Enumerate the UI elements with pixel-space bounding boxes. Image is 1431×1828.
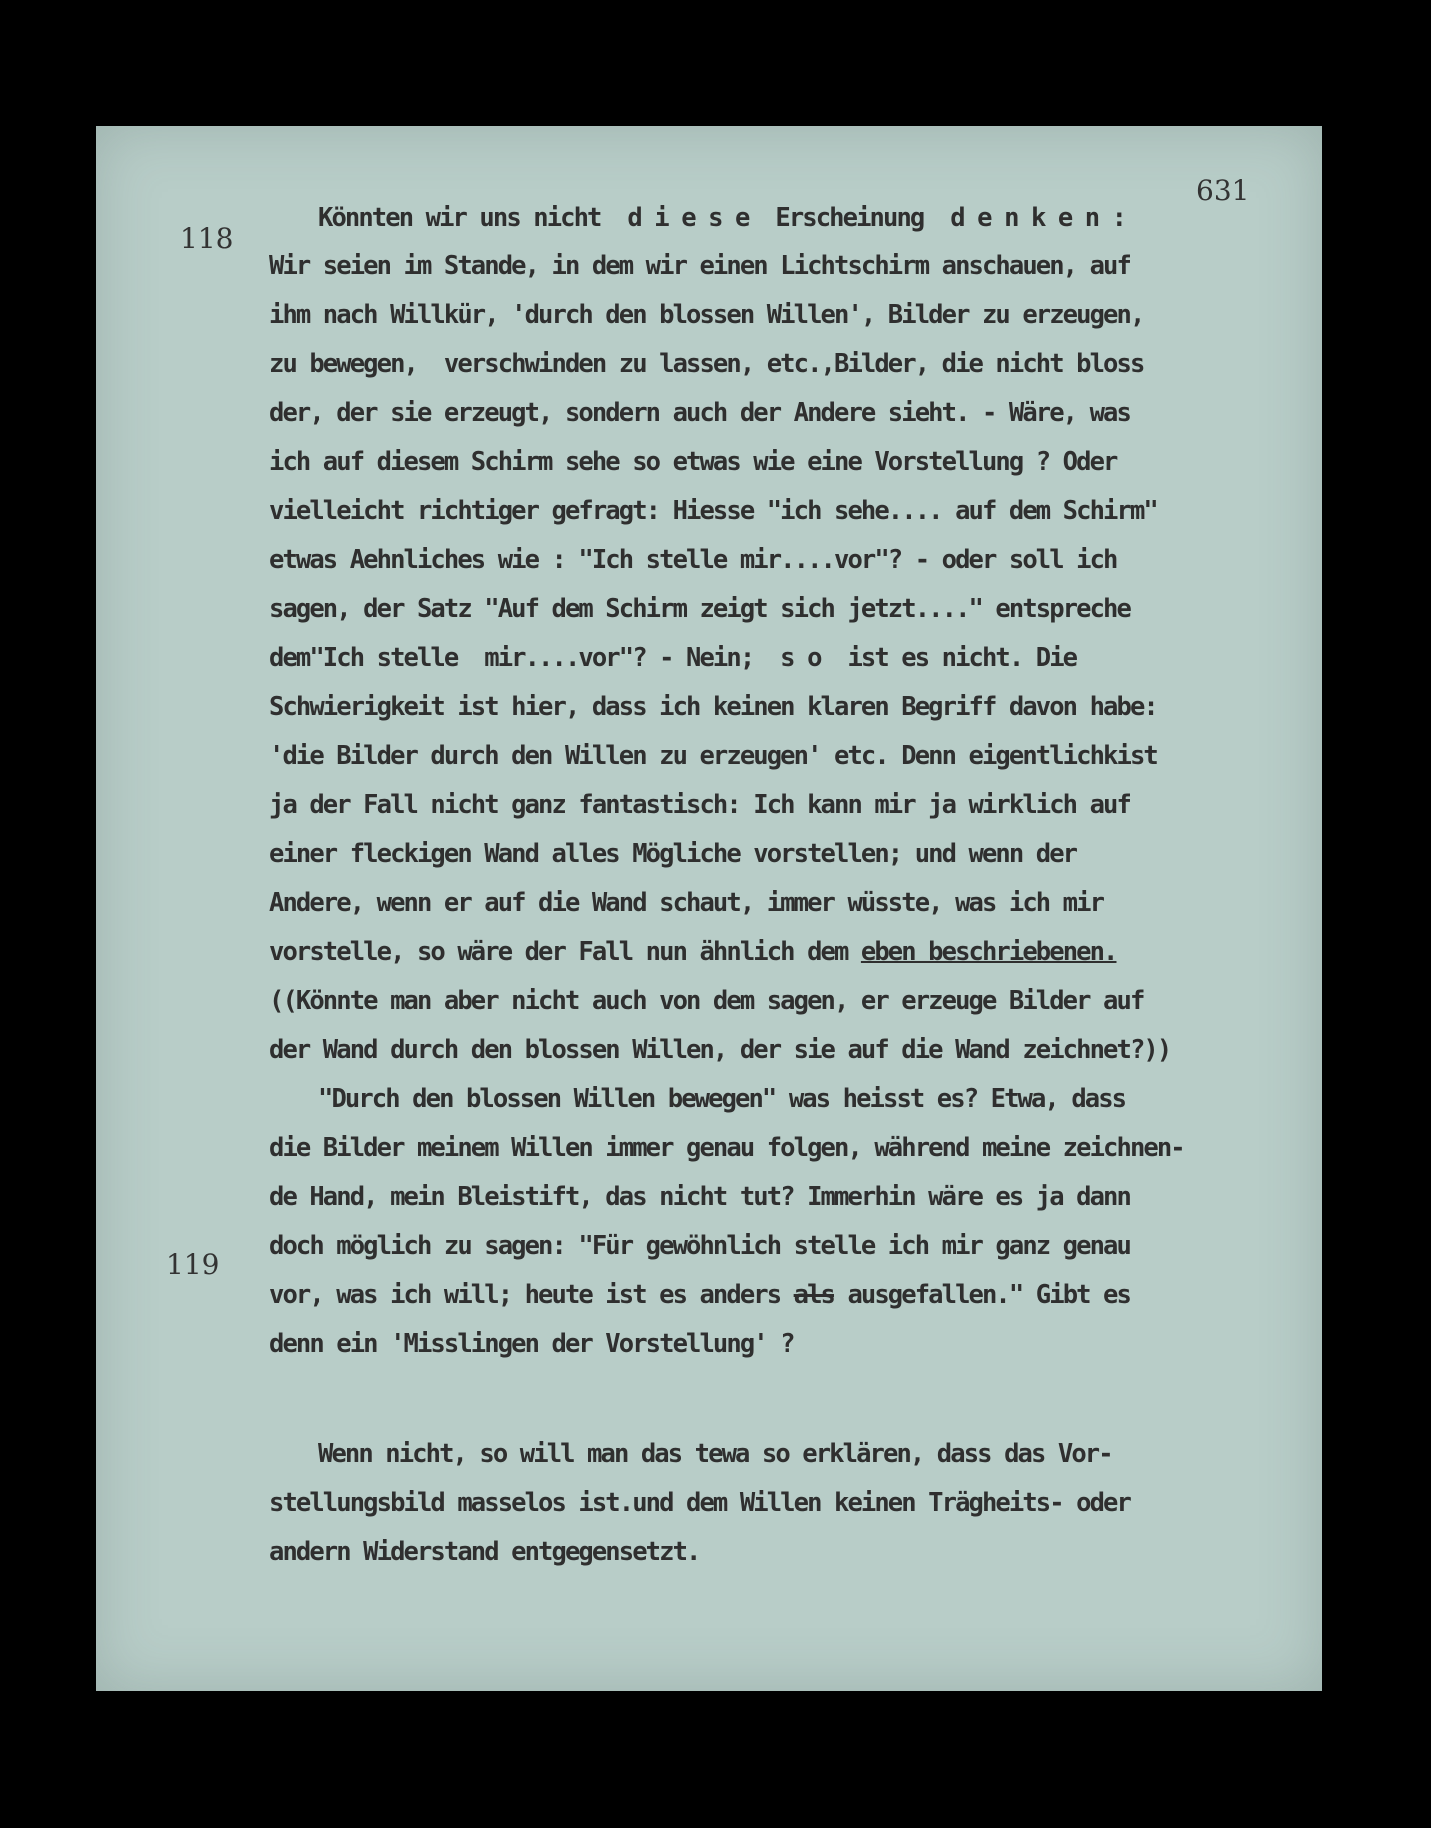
text-line bbox=[269, 1280, 1130, 1310]
text-line: dem"Ich stelle mir....vor"? - Nein; s o ist es nicht. Die bbox=[269, 643, 1077, 673]
text-line: Könnten wir uns nicht d i e s e Erscheinung d e n k e n : bbox=[318, 203, 1126, 233]
struck-text: als bbox=[793, 1280, 834, 1310]
text-line: ich auf diesem Schirm sehe so etwas wie eine Vorstellung ? Oder bbox=[269, 447, 1117, 477]
manuscript-page bbox=[96, 126, 1322, 1691]
text-line: andern Widerstand entgegensetzt. bbox=[269, 1537, 700, 1567]
text-line: etwas Aehnliches wie : "Ich stelle mir....vor"? - oder soll ich bbox=[269, 545, 1117, 575]
text-line: ja der Fall nicht ganz fantastisch: Ich kann mir ja wirklich auf bbox=[269, 790, 1130, 820]
text-line: ihm nach Willkür, 'durch den blossen Willen', Bilder zu erzeugen, bbox=[269, 300, 1144, 330]
text-line: denn ein 'Misslingen der Vorstellung' ? bbox=[269, 1329, 794, 1359]
text-line: Schwierigkeit ist hier, dass ich keinen klaren Begriff davon habe: bbox=[269, 692, 1157, 722]
underlined-text: eben beschriebenen. bbox=[860, 937, 1117, 967]
text-line: Andere, wenn er auf die Wand schaut, immer wüsste, was ich mir bbox=[269, 888, 1104, 918]
text-line: die Bilder meinem Willen immer genau folgen, während meine zeichnen- bbox=[269, 1133, 1184, 1163]
section-number-118: 118 bbox=[180, 222, 234, 255]
text-segment: ausgefallen." Gibt es bbox=[834, 1280, 1130, 1310]
text-line bbox=[269, 937, 1117, 967]
text-segment: vorstelle, so wäre der Fall nun ähnlich dem bbox=[269, 937, 861, 967]
text-line: vielleicht richtiger gefragt: Hiesse "ich sehe.... auf dem Schirm" bbox=[269, 496, 1157, 526]
text-line: "Durch den blossen Willen bewegen" was heisst es? Etwa, dass bbox=[318, 1084, 1126, 1114]
text-line: Wir seien im Stande, in dem wir einen Lichtschirm anschauen, auf bbox=[269, 251, 1130, 281]
text-line: der, der sie erzeugt, sondern auch der Andere sieht. - Wäre, was bbox=[269, 398, 1130, 428]
text-line: doch möglich zu sagen: "Für gewöhnlich stelle ich mir ganz genau bbox=[269, 1231, 1130, 1261]
text-line: stellungsbild masselos ist.und dem Willen keinen Trägheits- oder bbox=[269, 1488, 1130, 1518]
text-line: zu bewegen, verschwinden zu lassen, etc.,Bilder, die nicht bloss bbox=[269, 349, 1144, 379]
section-number-119: 119 bbox=[166, 1248, 220, 1281]
text-line: sagen, der Satz "Auf dem Schirm zeigt sich jetzt...." entspreche bbox=[269, 594, 1130, 624]
text-segment: vor, was ich will; heute ist es anders bbox=[269, 1280, 794, 1310]
text-line: ((Könnte man aber nicht auch von dem sagen, er erzeuge Bilder auf bbox=[269, 986, 1144, 1016]
text-line: de Hand, mein Bleistift, das nicht tut? Immerhin wäre es ja dann bbox=[269, 1182, 1130, 1212]
page-number: 631 bbox=[1196, 174, 1250, 207]
text-line: 'die Bilder durch den Willen zu erzeugen' etc. Denn eigentlichkist bbox=[269, 741, 1157, 771]
text-line: Wenn nicht, so will man das tewa so erklären, dass das Vor- bbox=[318, 1439, 1112, 1469]
text-line: einer fleckigen Wand alles Mögliche vorstellen; und wenn der bbox=[269, 839, 1077, 869]
text-line: der Wand durch den blossen Willen, der sie auf die Wand zeichnet?)) bbox=[269, 1035, 1171, 1065]
